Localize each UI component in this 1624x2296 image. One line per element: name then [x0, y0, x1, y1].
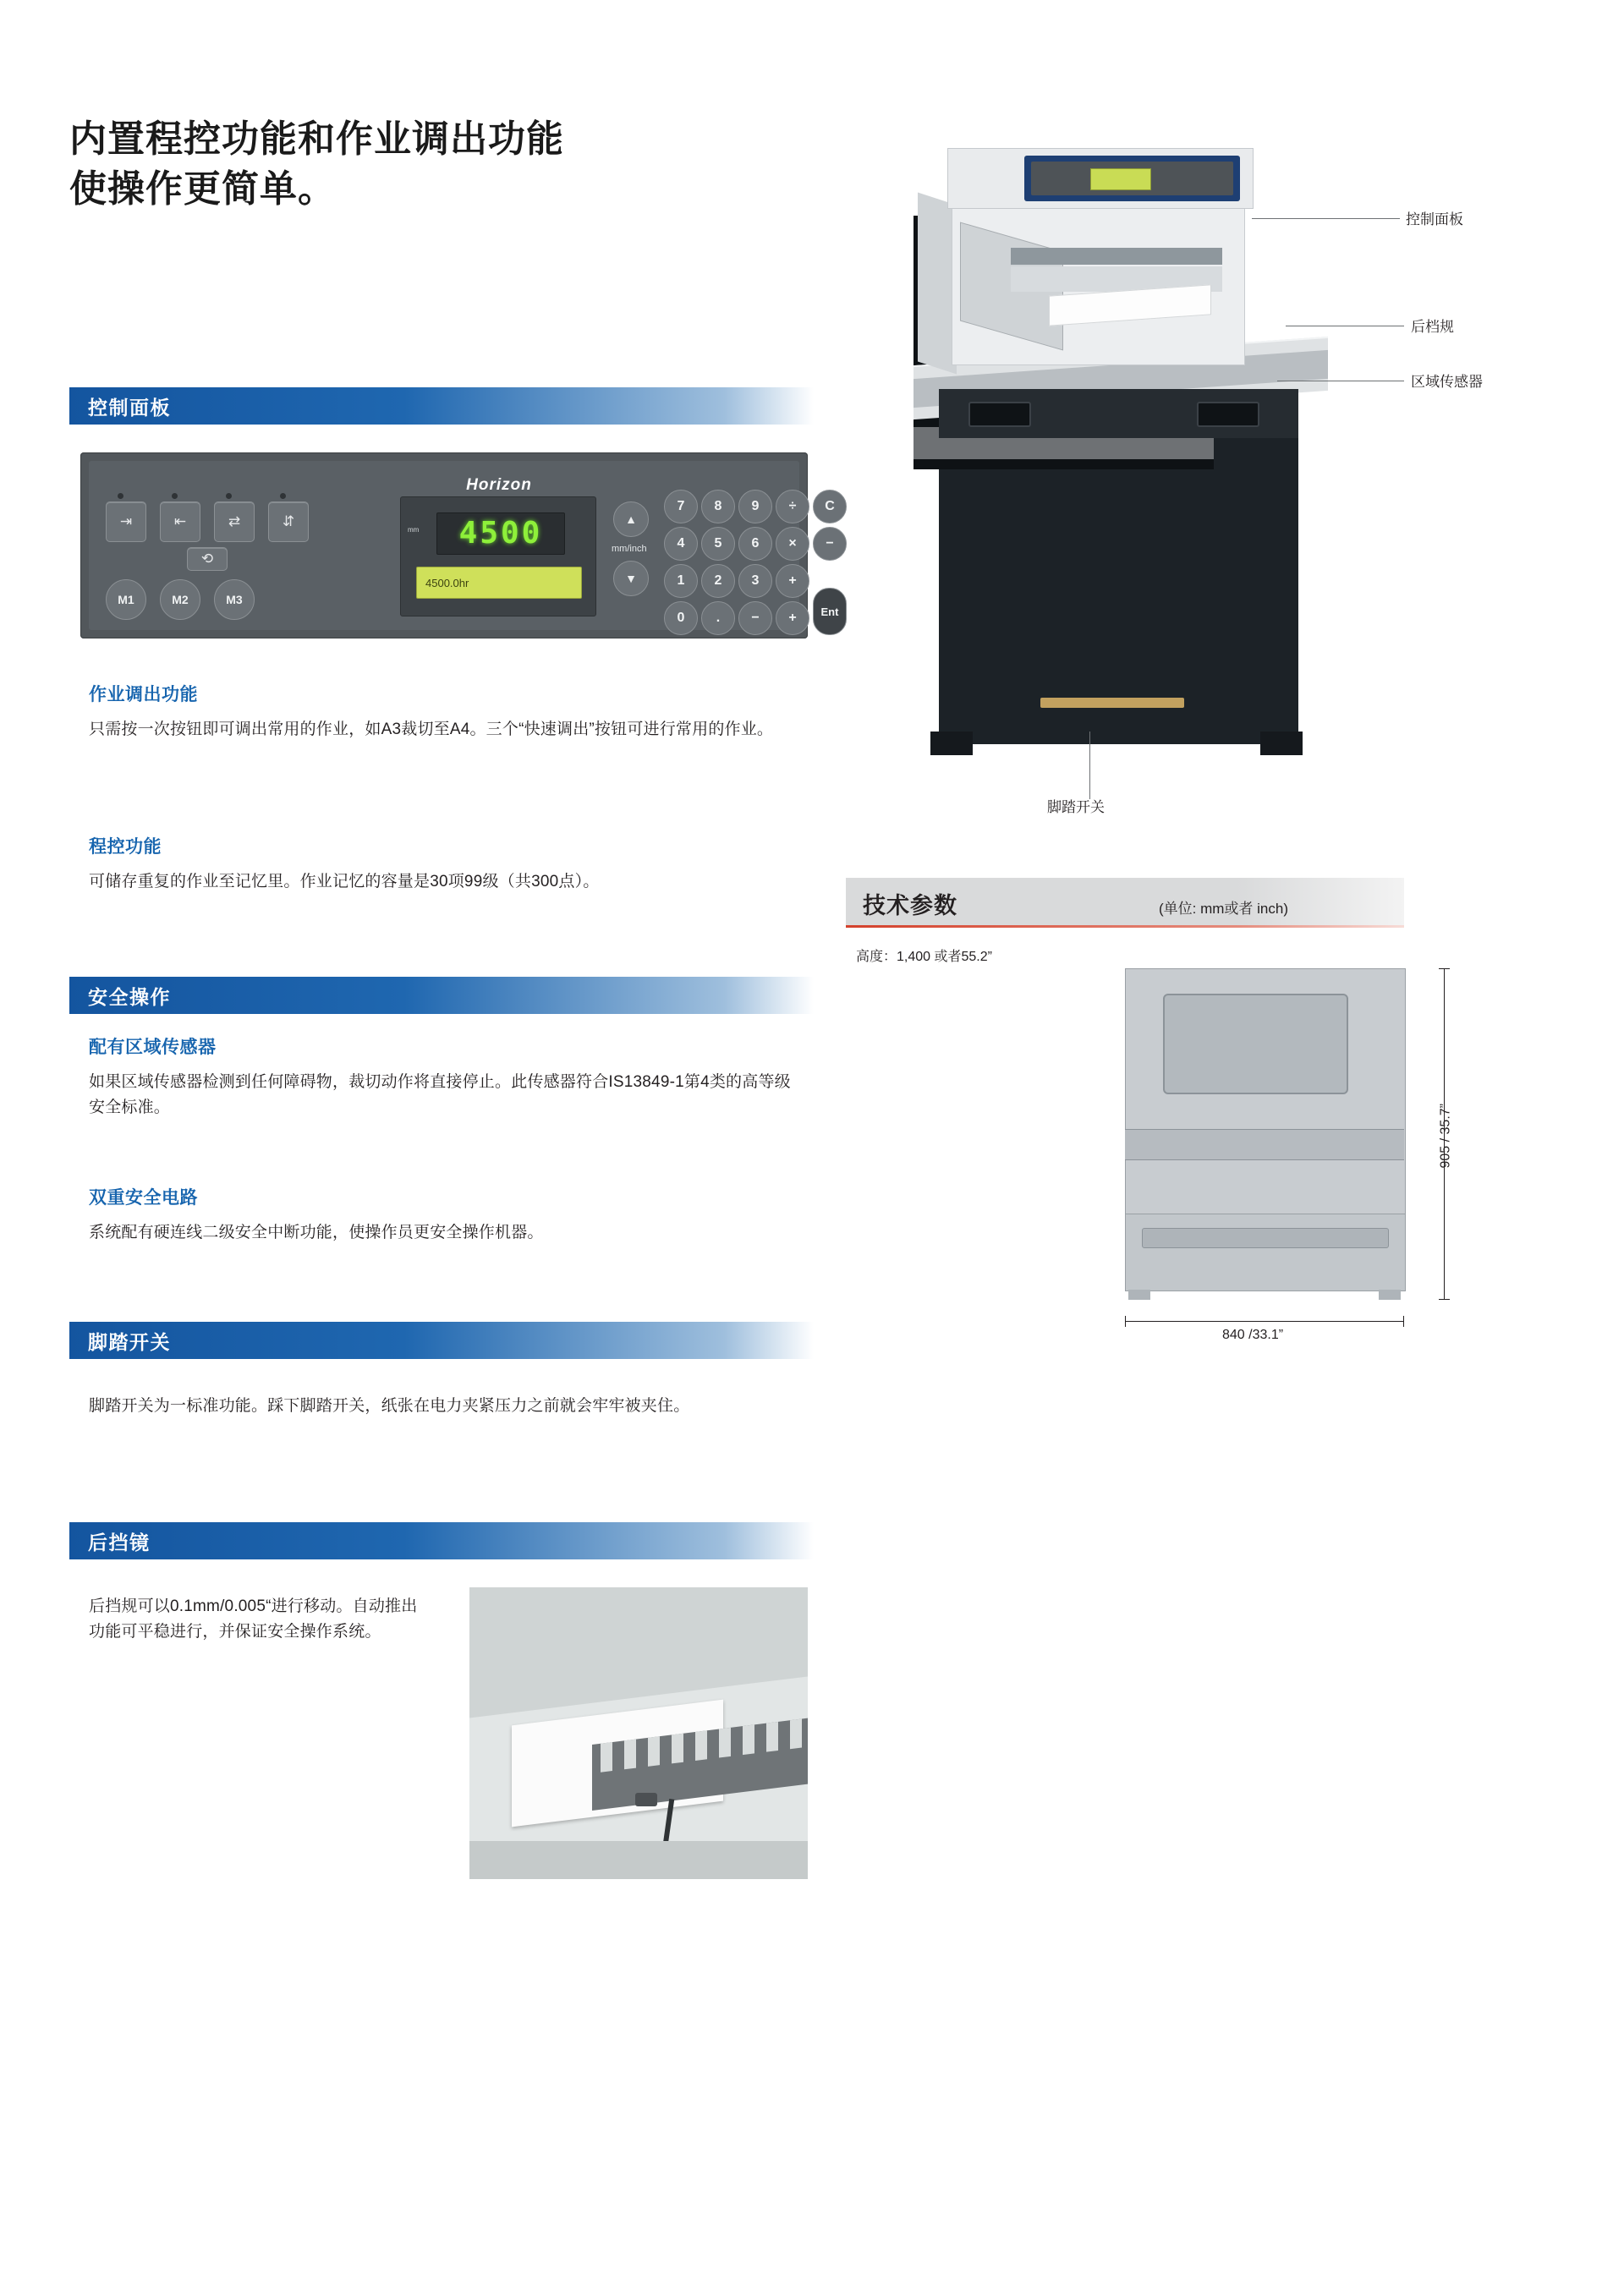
- brand-name: Horizon: [466, 476, 532, 494]
- machine-photo: [884, 148, 1358, 799]
- callout-label-footswitch: 脚踏开关: [1047, 799, 1105, 815]
- drawing-slot: [1142, 1228, 1389, 1248]
- page-title: [69, 114, 831, 215]
- subheading-programming: 程控功能: [89, 837, 162, 857]
- subheading-area-sensor: 配有区域传感器: [89, 1038, 217, 1057]
- bar-control-panel: [69, 387, 814, 425]
- lamp-dot: [226, 493, 232, 499]
- photo-knob: [635, 1793, 657, 1806]
- memory-button-m3[interactable]: M3: [214, 579, 255, 620]
- control-panel-illustration: [80, 452, 839, 638]
- mm-inch-label: mm/inch: [612, 544, 647, 554]
- function-button-4[interactable]: [268, 501, 309, 542]
- drawing-mid-band: [1125, 1129, 1404, 1160]
- key-dot[interactable]: .: [701, 601, 735, 635]
- key-enter[interactable]: Ent: [813, 588, 847, 635]
- key-1[interactable]: 1: [664, 564, 698, 598]
- callout-line-control-panel: [1252, 218, 1400, 219]
- memory-button-m2[interactable]: M2: [160, 579, 200, 620]
- paragraph-backgauge: 后挡规可以0.1mm/0.005“进行移动。自动推出功能可平稳进行，并保证安全操作系统。: [89, 1597, 418, 1641]
- drawing-foot-right: [1379, 1290, 1401, 1300]
- spec-bar-underline: [846, 925, 1404, 928]
- function-icon-4: ⇵: [282, 513, 295, 529]
- display-box: [400, 496, 596, 616]
- machine-control-panel: [1024, 156, 1240, 201]
- section-title-control-panel: 控制面板: [88, 396, 171, 419]
- section-title-footswitch: 脚踏开关: [88, 1330, 171, 1353]
- key-multiply[interactable]: ×: [776, 527, 809, 561]
- key-4[interactable]: 4: [664, 527, 698, 561]
- lamp-dot: [280, 493, 286, 499]
- key-plus-2[interactable]: +: [776, 601, 809, 635]
- machine-panel-lcd: [1090, 168, 1151, 190]
- machine-foot-pedal: [1040, 698, 1184, 708]
- machine-panel-face: [1031, 162, 1233, 195]
- memory-button-m1[interactable]: M1: [106, 579, 146, 620]
- key-clear[interactable]: C: [813, 490, 847, 523]
- headline-line-2: 使操作更简单。: [69, 168, 336, 211]
- machine-head: [947, 148, 1254, 209]
- spec-title: 技术参数: [863, 893, 957, 918]
- function-button-2[interactable]: [160, 501, 200, 542]
- paragraph-job-recall: 只需按一次按钮即可调出常用的作业，如A3裁切至A4。三个“快速调出”按钮可进行常用的作业。: [89, 721, 774, 738]
- function-icon-2: ⇤: [173, 513, 187, 529]
- bar-footswitch: [69, 1322, 814, 1359]
- paragraph-area-sensor: 如果区域传感器检测到任何障碍物，裁切动作将直接停止。此传感器符合IS13849-1第4类的高等级安全标准。: [89, 1073, 791, 1117]
- key-3[interactable]: 3: [738, 564, 772, 598]
- dimension-value-width: 840 /33.1”: [1222, 1328, 1284, 1342]
- paragraph-footswitch: 脚踏开关为一标准功能。踩下脚踏开关，纸张在电力夹紧压力之前就会牢牢被夹住。: [89, 1397, 690, 1415]
- callout-line-footswitch: [1089, 732, 1090, 799]
- section-title-backgauge: 后挡镜: [88, 1531, 151, 1553]
- key-6[interactable]: 6: [738, 527, 772, 561]
- paragraph-programming: 可储存重复的作业至记忆里。作业记忆的容量是30项99级（共300点）。: [89, 873, 600, 890]
- dimension-value-height: 905 / 35.7”: [1438, 1104, 1452, 1169]
- key-divide[interactable]: ÷: [776, 490, 809, 523]
- section-bar-safety: [69, 977, 814, 1014]
- key-9[interactable]: 9: [738, 490, 772, 523]
- display-unit-label: mm: [408, 526, 420, 534]
- key-8[interactable]: 8: [701, 490, 735, 523]
- section-bar-footswitch: [69, 1322, 814, 1359]
- spec-height-note: 高度：1,400 或者55.2”: [856, 950, 992, 964]
- key-7[interactable]: 7: [664, 490, 698, 523]
- section-bar-control-panel: [69, 387, 814, 425]
- bar-backgauge: [69, 1522, 814, 1559]
- key-plus[interactable]: +: [776, 564, 809, 598]
- callout-label-area-sensor: 区域传感器: [1411, 374, 1483, 390]
- paragraph-dual-circuit: 系统配有硬连线二级安全中断功能，使操作员更安全操作机器。: [89, 1224, 544, 1241]
- backgauge-photo: [469, 1587, 808, 1879]
- repeat-icon: ⟲: [200, 551, 214, 567]
- machine-leg-left: [930, 732, 973, 755]
- machine-leg-right: [1260, 732, 1303, 755]
- key-minus-2[interactable]: −: [738, 601, 772, 635]
- function-icon-3: ⇄: [228, 513, 241, 529]
- machine-handle-right: [1197, 402, 1259, 427]
- function-icon-1: ⇥: [119, 513, 133, 529]
- key-0[interactable]: 0: [664, 601, 698, 635]
- drawing-foot-left: [1128, 1290, 1150, 1300]
- section-title-safety: 安全操作: [88, 985, 171, 1008]
- callout-label-backgauge: 后档规: [1411, 319, 1454, 335]
- key-5[interactable]: 5: [701, 527, 735, 561]
- function-button-3[interactable]: [214, 501, 255, 542]
- drawing-window: [1163, 994, 1348, 1094]
- drawing-base: [1125, 1214, 1406, 1291]
- repeat-button[interactable]: [187, 547, 228, 571]
- dimension-drawing: [1091, 956, 1455, 1353]
- machine-blade: [1011, 248, 1222, 265]
- arrow-down-button[interactable]: ▼: [613, 561, 649, 596]
- lcd-display: 4500.0hr: [416, 567, 582, 599]
- headline-line-1: 内置程控功能和作业调出功能: [69, 118, 564, 160]
- subheading-dual-circuit: 双重安全电路: [89, 1188, 198, 1208]
- key-minus[interactable]: −: [813, 527, 847, 561]
- dimension-line-horizontal: [1125, 1321, 1404, 1322]
- subheading-job-recall: 作业调出功能: [89, 685, 198, 704]
- bar-safety: [69, 977, 814, 1014]
- lamp-dot: [118, 493, 123, 499]
- arrow-up-button[interactable]: ▲: [613, 501, 649, 537]
- section-bar-backgauge: [69, 1522, 814, 1559]
- callout-label-control-panel: 控制面板: [1406, 211, 1463, 227]
- function-button-1[interactable]: [106, 501, 146, 542]
- spec-unit-note: (单位: mm或者 inch): [1159, 901, 1288, 917]
- key-2[interactable]: 2: [701, 564, 735, 598]
- photo-foreground: [469, 1841, 808, 1879]
- machine-handle-left: [968, 402, 1031, 427]
- lamp-dot: [172, 493, 178, 499]
- segment-display: 4500: [436, 512, 565, 555]
